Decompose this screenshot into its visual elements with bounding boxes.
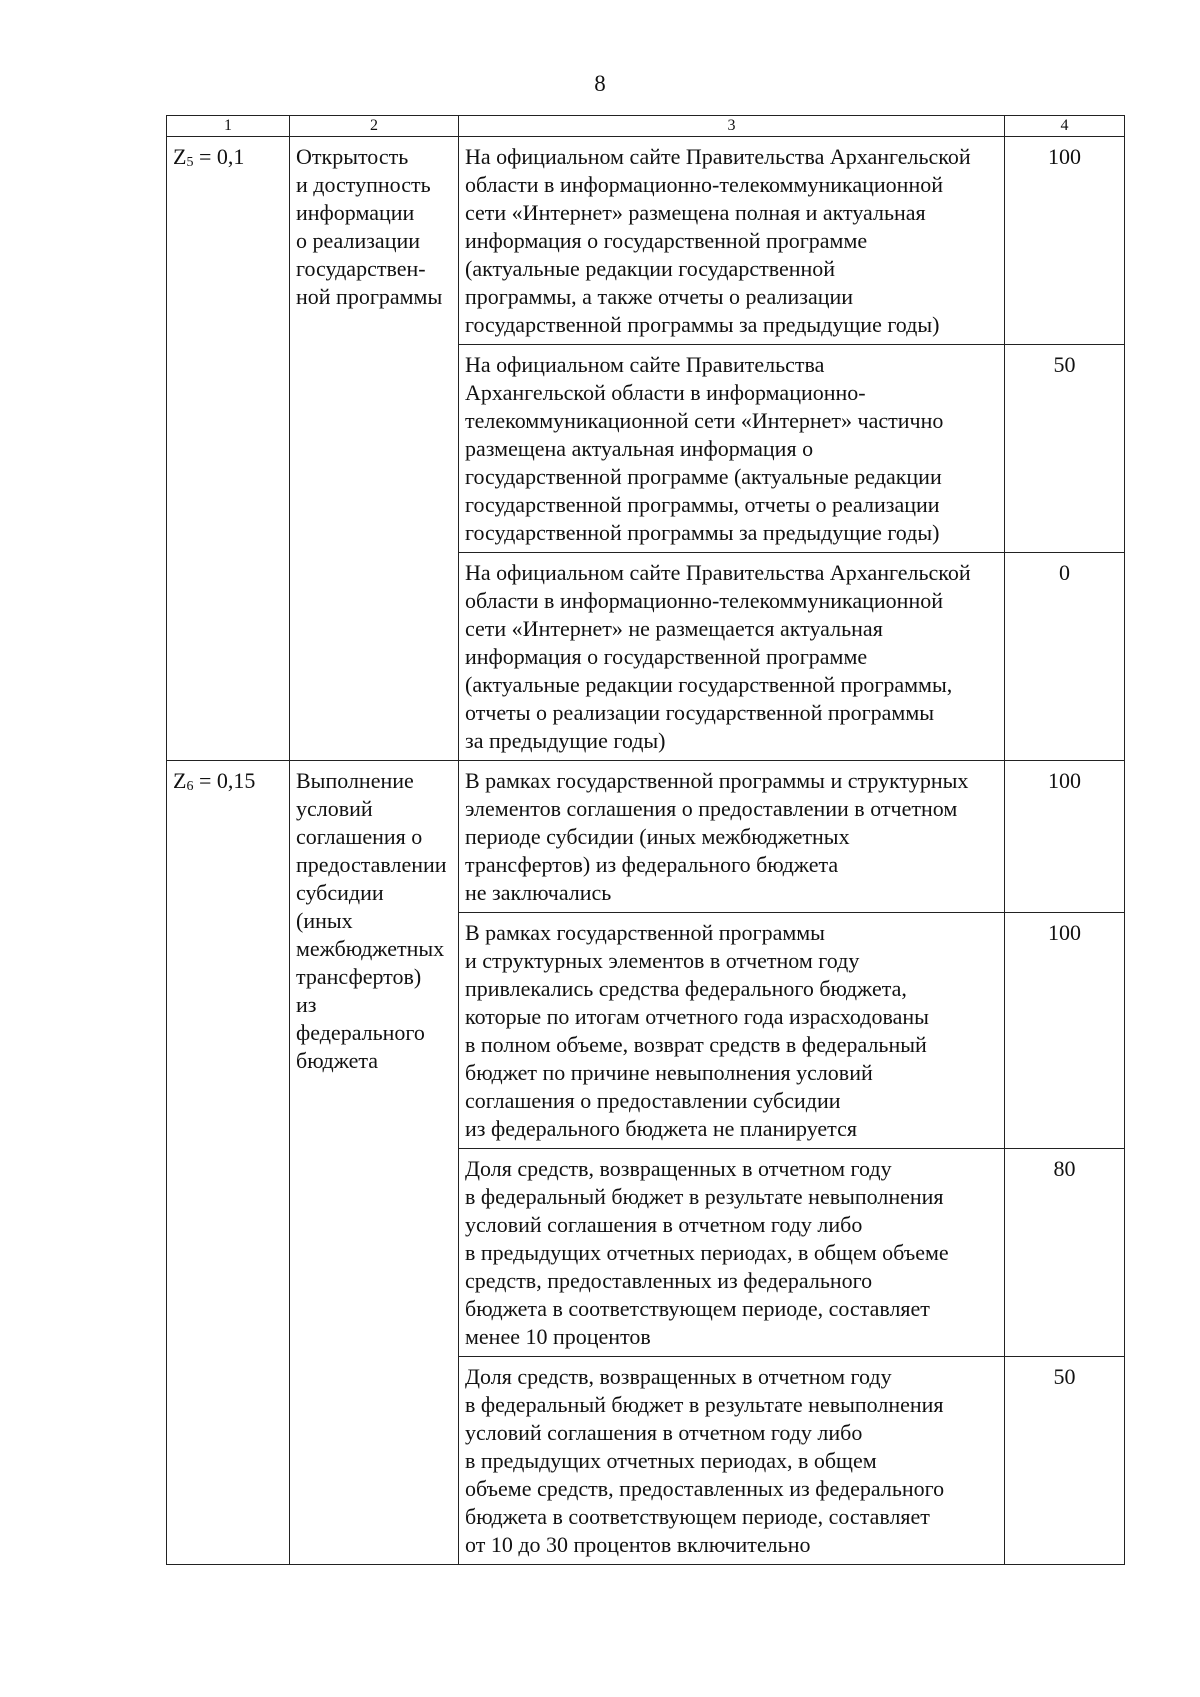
column-number-2: 2 (290, 116, 459, 137)
coefficient-value: = 0,15 (193, 768, 256, 793)
score-cell: 100 (1005, 761, 1125, 913)
coefficient-cell (167, 137, 290, 761)
score-cell: 50 (1005, 1357, 1125, 1565)
table-row (167, 137, 1125, 345)
column-number-row (167, 116, 1125, 137)
column-number-1: 1 (167, 116, 290, 137)
description-cell: На официальном сайте Правительства Архангельской области в информационно- телекоммуникационной сети «Интернет» частично размещена актуальная информация о государственной программе (актуальные редакции государственной программы, отчеты о реализации государственной программы за предыдущие годы) (459, 345, 1005, 553)
description-cell: В рамках государственной программы и структурных элементов соглашения о предоставлении в отчетном периоде субсидии (иных межбюджетных трансфертов) из федерального бюджета не заключались (459, 761, 1005, 913)
coefficient-cell (167, 761, 290, 1565)
description-cell: Доля средств, возвращенных в отчетном году в федеральный бюджет в результате невыполнения условий соглашения в отчетном году либо в предыдущих отчетных периодах, в общем объеме средств, предоставленных из федерального бюджета в соответствующем периоде, составляет от 10 до 30 процентов включительно (459, 1357, 1005, 1565)
criterion-cell: Открытость и доступность информации о реализации государствен- ной программы (290, 137, 459, 761)
description-cell: На официальном сайте Правительства Архангельской области в информационно-телекоммуникационной сети «Интернет» размещена полная и актуальная информация о государственной программе (актуальные редакции государственной программы, а также отчеты о реализации государственной программы за предыдущие годы) (459, 137, 1005, 345)
criteria-table (166, 115, 1125, 1565)
coefficient-letter: Z (173, 768, 187, 793)
description-cell: На официальном сайте Правительства Архангельской области в информационно-телекоммуникационной сети «Интернет» не размещается актуальная информация о государственной программе (актуальные редакции государственной программы, отчеты о реализации государственной программы за предыдущие годы) (459, 553, 1005, 761)
column-number-3: 3 (459, 116, 1005, 137)
page-number: 8 (594, 71, 606, 96)
score-cell: 100 (1005, 913, 1125, 1149)
description-cell: Доля средств, возвращенных в отчетном году в федеральный бюджет в результате невыполнения условий соглашения в отчетном году либо в предыдущих отчетных периодах, в общем объеме средств, предоставленных из федерального бюджета в соответствующем периоде, составляет менее 10 процентов (459, 1149, 1005, 1357)
score-cell: 0 (1005, 553, 1125, 761)
score-cell: 80 (1005, 1149, 1125, 1357)
coefficient-letter: Z (173, 144, 187, 169)
coefficient-value: = 0,1 (193, 144, 245, 169)
column-number-4: 4 (1005, 116, 1125, 137)
coefficient-index: 5 (186, 155, 194, 170)
description-cell: В рамках государственной программы и структурных элементов в отчетном году привлекались средства федерального бюджета, которые по итогам отчетного года израсходованы в полном объеме, возврат средств в федеральный бюджет по причине невыполнения условий соглашения о предоставлении субсидии из федерального бюджета не планируется (459, 913, 1005, 1149)
table-row (167, 761, 1125, 913)
coefficient-index: 6 (186, 779, 194, 794)
criterion-cell: Выполнение условий соглашения о предоставлении субсидии (иных межбюджетных трансфертов) из федерального бюджета (290, 761, 459, 1565)
score-cell: 100 (1005, 137, 1125, 345)
score-cell: 50 (1005, 345, 1125, 553)
